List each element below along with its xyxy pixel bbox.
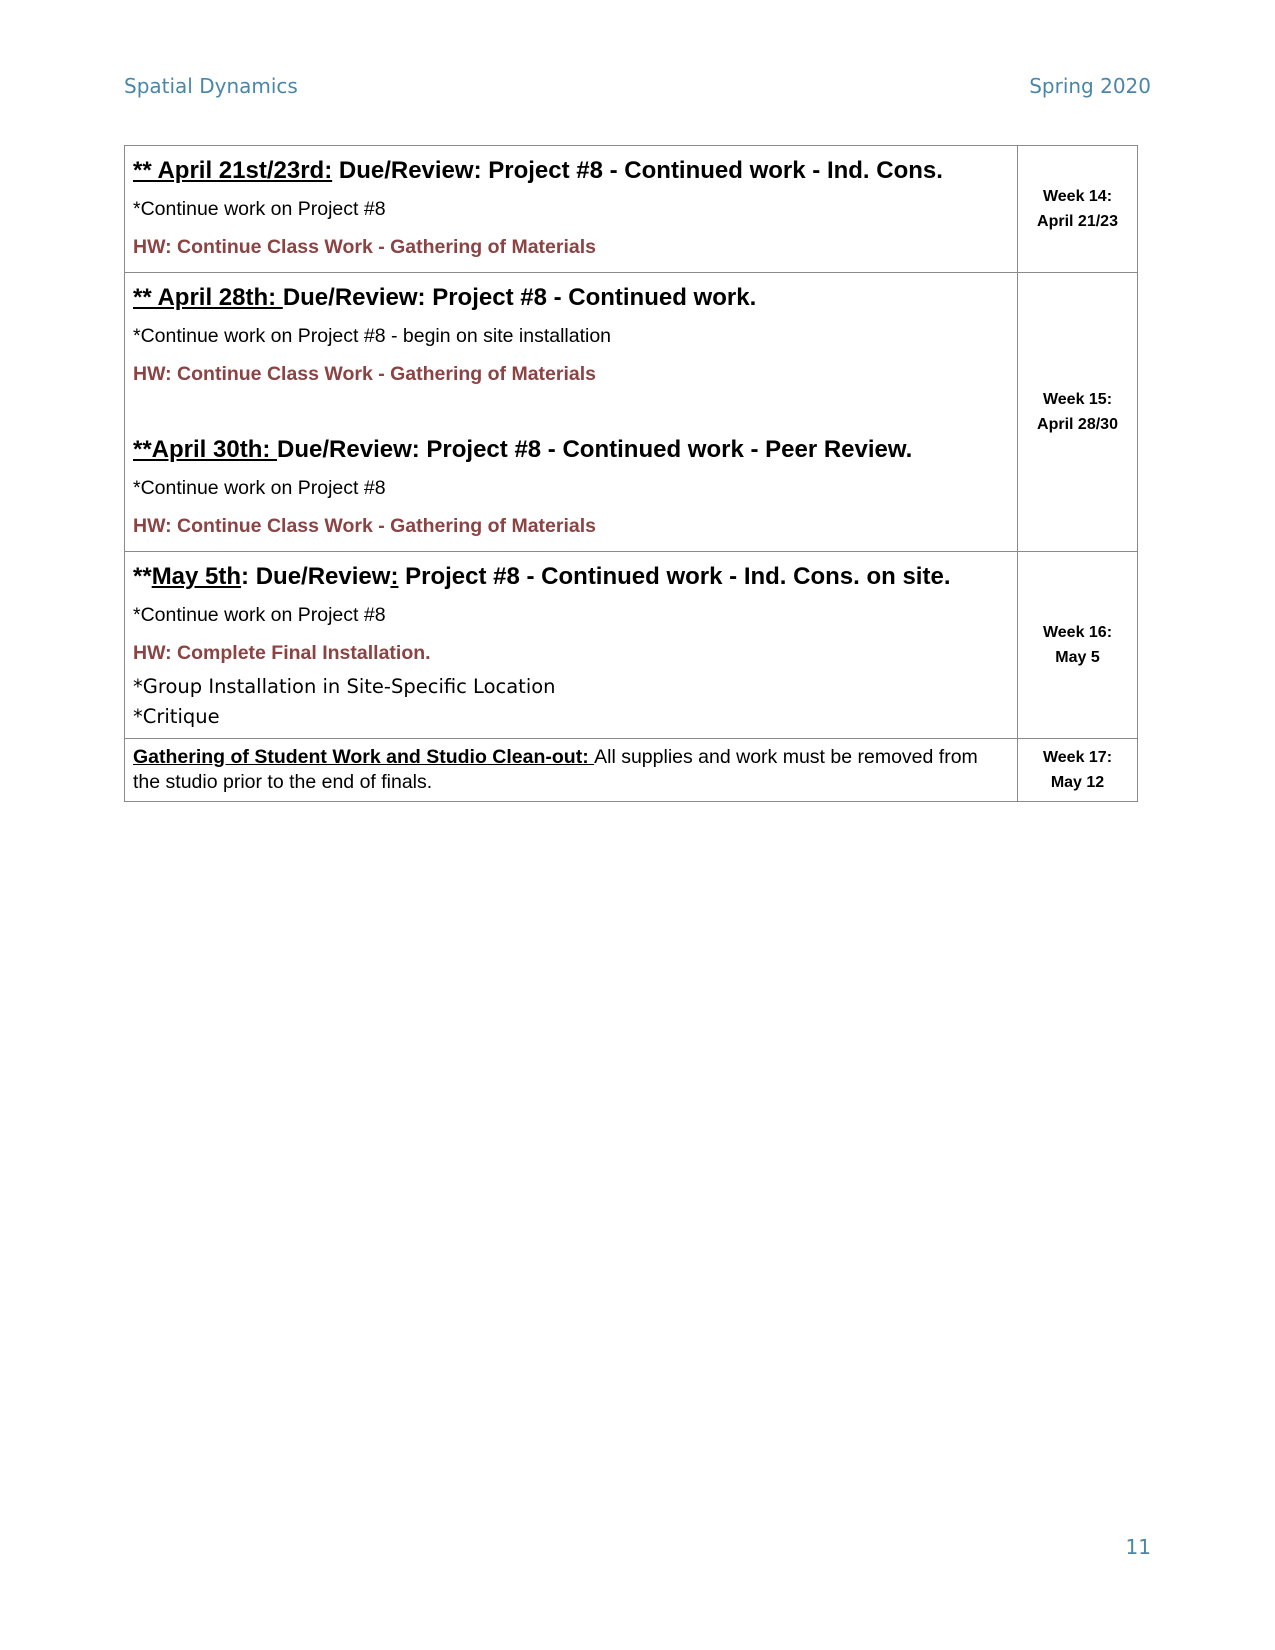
week-dates: May 5 bbox=[1055, 649, 1100, 666]
week-label: Week 16: bbox=[1042, 624, 1113, 641]
schedule-table bbox=[124, 145, 1138, 802]
week-label: Week 14: bbox=[1042, 188, 1113, 205]
row-label: Gathering of Student Work and Studio Clean-out: bbox=[133, 746, 595, 768]
row-title-colon: : bbox=[390, 563, 399, 590]
row-title-text: Project #8 - Continued work - Ind. Cons. on site. bbox=[398, 563, 951, 590]
week-cell bbox=[1018, 146, 1138, 273]
row-title-text: Due/Review: Project #8 - Continued work - Ind. Cons. bbox=[332, 157, 943, 184]
row-task: *Continue work on Project #8 bbox=[133, 477, 386, 499]
schedule-row-week-14 bbox=[125, 146, 1138, 273]
week-dates: April 28/30 bbox=[1037, 416, 1118, 433]
week-cell bbox=[1018, 552, 1138, 739]
week-cell bbox=[1018, 273, 1138, 552]
week-dates: May 12 bbox=[1050, 774, 1105, 791]
row-title-date: **April 30th: bbox=[133, 436, 278, 463]
row-content bbox=[125, 552, 1018, 739]
row-text: All supplies and work must be removed from the studio prior to the end of finals. bbox=[133, 746, 978, 793]
row-note: *Group Installation in Site-Specific Location bbox=[133, 675, 556, 698]
row-content bbox=[125, 273, 1018, 552]
row-title-prefix: ** bbox=[133, 563, 152, 590]
row-homework: HW: Continue Class Work - Gathering of Materials bbox=[133, 515, 597, 537]
week-dates: April 21/23 bbox=[1037, 213, 1118, 230]
row-content bbox=[125, 739, 1018, 802]
row-note: *Critique bbox=[133, 705, 220, 728]
row-homework: HW: Continue Class Work - Gathering of Materials bbox=[133, 236, 597, 258]
row-title-date: May 5th bbox=[151, 563, 242, 590]
schedule-row-week-17 bbox=[125, 739, 1138, 802]
row-title bbox=[133, 152, 1009, 190]
row-title bbox=[133, 279, 1009, 317]
schedule-row-week-16 bbox=[125, 552, 1138, 739]
week-label: Week 17: bbox=[1042, 749, 1113, 766]
row-homework: HW: Complete Final Installation. bbox=[133, 642, 431, 664]
row-title-date: ** April 21st/23rd: bbox=[133, 157, 333, 184]
row-title-text: Due/Review: Project #8 - Continued work - Peer Review. bbox=[277, 436, 913, 463]
row-task: *Continue work on Project #8 bbox=[133, 604, 386, 626]
row-task: *Continue work on Project #8 - begin on site installation bbox=[133, 325, 612, 347]
row-content bbox=[125, 146, 1018, 273]
document-title: Spatial Dynamics bbox=[124, 74, 298, 98]
row-homework: HW: Continue Class Work - Gathering of Materials bbox=[133, 363, 597, 385]
row-title-text: Due/Review: Project #8 - Continued work. bbox=[282, 284, 757, 311]
row-title bbox=[133, 558, 1009, 596]
week-cell bbox=[1018, 739, 1138, 802]
schedule-row-week-15 bbox=[125, 273, 1138, 552]
row-title bbox=[133, 431, 1009, 469]
week-label: Week 15: bbox=[1042, 391, 1113, 408]
page-number: 11 bbox=[1125, 1535, 1151, 1559]
semester-label: Spring 2020 bbox=[1029, 74, 1151, 98]
row-title-date: ** April 28th: bbox=[133, 284, 283, 311]
row-title-text: : Due/Review bbox=[241, 563, 391, 590]
row-task: *Continue work on Project #8 bbox=[133, 198, 386, 220]
